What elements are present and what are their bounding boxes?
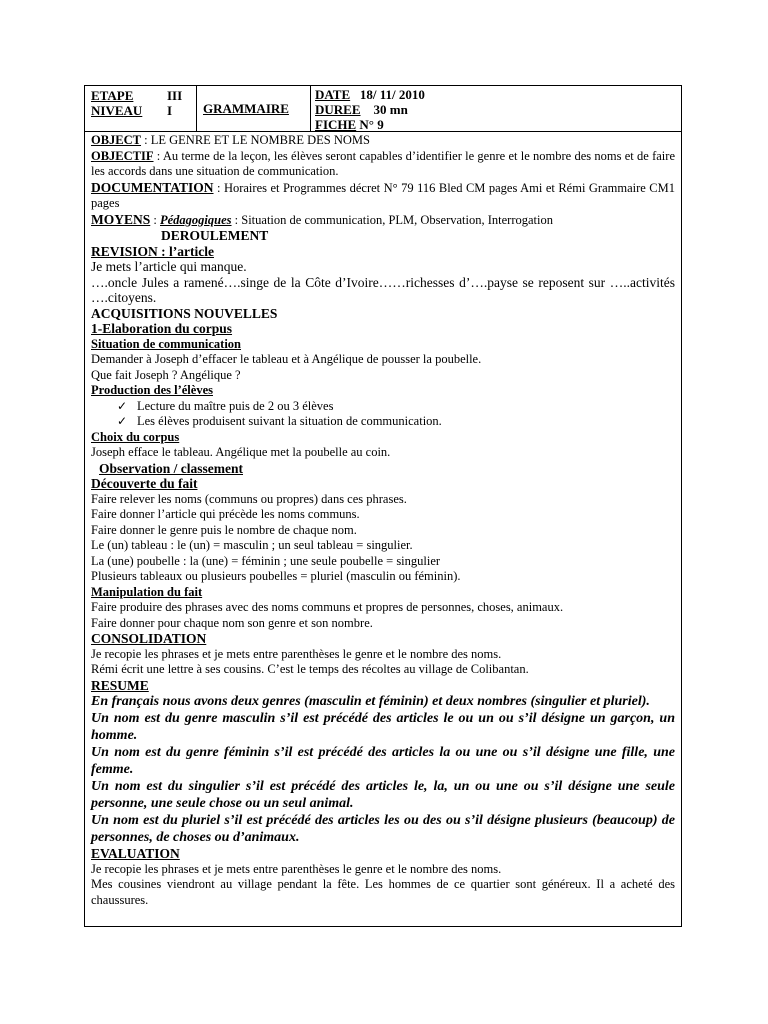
documentation-text: : Horaires et Programmes décret N° 79 116 Bled CM pages Ami et Rémi Grammaire CM1 pages	[91, 180, 675, 210]
evaluation-heading: EVALUATION	[91, 846, 180, 861]
checkmark-icon: ✓	[117, 414, 128, 428]
object-text: : LE GENRE ET LE NOMBRE DES NOMS	[141, 133, 370, 147]
consolidation-line: Rémi écrit une lettre à ses cousins. C’est le temps des récoltes au village de Colibantan.	[91, 662, 529, 676]
revision-heading: REVISION : l’article	[91, 243, 214, 259]
fiche-value: N° 9	[359, 117, 384, 132]
lesson-content	[85, 132, 681, 908]
production-heading: Production des l’élèves	[91, 383, 213, 397]
decouverte-heading: Découverte du fait	[91, 476, 198, 491]
situation-line: Que fait Joseph ? Angélique ?	[91, 367, 241, 382]
moyens-line	[91, 212, 675, 229]
documentation-label: DOCUMENTATION	[91, 179, 214, 195]
manipulation-line: Faire produire des phrases avec des noms communs et propres de personnes, choses, animaux.	[91, 600, 564, 614]
manipulation-line: Faire donner pour chaque nom son genre et son nombre.	[91, 615, 373, 630]
resume-paragraph: Un nom est du genre masculin s’il est précédé des articles le ou un ou s’il désigne un garçon, un homme.	[91, 711, 675, 743]
resume-paragraph: Un nom est du pluriel s’il est précédé des articles les ou des ou s’il désigne plusieurs (beaucoup) de personnes, de choses ou d’animaux.	[91, 813, 675, 845]
elaboration-heading: 1-Elaboration du corpus	[91, 321, 233, 336]
moyens-sep: :	[150, 212, 160, 227]
revision-instruction: Je mets l’article qui manque.	[91, 259, 247, 274]
decouverte-line: Le (un) tableau : le (un) = masculin ; un seul tableau = singulier.	[91, 538, 413, 552]
decouverte-line: La (une) poubelle : la (une) = féminin ; une seule poubelle = singulier	[91, 553, 441, 568]
header-date-cell	[311, 86, 681, 131]
acquisitions-heading: ACQUISITIONS NOUVELLES	[91, 305, 278, 321]
decouverte-line: Plusieurs tableaux ou plusieurs poubelles = pluriel (masculin ou féminin).	[91, 569, 461, 583]
resume-paragraph: En français nous avons deux genres (masculin et féminin) et deux nombres (singulier et pluriel).	[91, 694, 650, 709]
objectif-label: OBJECTIF	[91, 148, 154, 163]
resume-heading: RESUME	[91, 677, 149, 693]
etape-value: III	[167, 88, 183, 103]
objectif-paragraph	[91, 149, 675, 180]
documentation-paragraph	[91, 180, 675, 212]
header-level-cell	[85, 86, 197, 131]
date-label: DATE	[315, 87, 351, 102]
choix-text: Joseph efface le tableau. Angélique met la poubelle au coin.	[91, 445, 391, 459]
production-item: Lecture du maître puis de 2 ou 3 élèves	[137, 398, 334, 413]
manipulation-heading: Manipulation du fait	[91, 584, 203, 599]
resume-paragraph: Un nom est du singulier s’il est précédé des articles le, la, un ou une ou s’il désigne une seule personne, une seule chose ou un seul animal.	[91, 779, 675, 811]
list-item	[91, 399, 675, 415]
consolidation-heading: CONSOLIDATION	[91, 631, 207, 646]
objectif-text: : Au terme de la leçon, les élèves seront capables d’identifier le genre et le nombre des noms et de faire les accords dans une situation de communication.	[91, 148, 675, 178]
situation-line: Demander à Joseph d’effacer le tableau et à Angélique de pousser la poubelle.	[91, 352, 482, 366]
evaluation-text: Mes cousines viendront au village pendant la fête. Les hommes de ce quartier sont généreux. Il a acheté des chaussures.	[91, 877, 675, 907]
niveau-value: I	[167, 103, 173, 118]
lesson-sheet	[84, 85, 682, 927]
object-line	[91, 133, 675, 149]
list-item	[91, 414, 675, 430]
decouverte-line: Faire donner l’article qui précède les noms communs.	[91, 507, 360, 521]
moyens-text: : Situation de communication, PLM, Observation, Interrogation	[231, 212, 554, 227]
duree-value: 30 mn	[373, 102, 408, 117]
niveau-label: NIVEAU	[91, 103, 143, 118]
deroulement-heading: DEROULEMENT	[161, 228, 269, 243]
observation-heading: Observation / classement	[99, 460, 243, 476]
fiche-label: FICHE	[315, 117, 357, 132]
header-subject-cell	[197, 86, 311, 131]
decouverte-line: Faire donner le genre puis le nombre de chaque nom.	[91, 522, 357, 537]
situation-heading: Situation de communication	[91, 336, 242, 351]
pedagogiques-label: Pédagogiques	[160, 212, 232, 227]
resume-paragraph: Un nom est du genre féminin s’il est précédé des articles la ou une ou s’il désigne une fille, une femme.	[91, 745, 675, 777]
date-value: 18/ 11/ 2010	[359, 87, 425, 102]
evaluation-instruction: Je recopie les phrases et je mets entre parenthèses le genre et le nombre des noms.	[91, 861, 502, 876]
moyens-label: MOYENS	[91, 211, 151, 227]
duree-label: DUREE	[315, 102, 361, 117]
object-label: OBJECT	[91, 133, 142, 147]
etape-label: ETAPE	[91, 88, 134, 103]
checkmark-icon: ✓	[117, 398, 128, 413]
decouverte-line: Faire relever les noms (communs ou propres) dans ces phrases.	[91, 491, 407, 506]
subject-title: GRAMMAIRE	[203, 101, 289, 116]
header-table	[85, 86, 681, 132]
production-item: Les élèves produisent suivant la situation de communication.	[137, 414, 442, 428]
choix-heading: Choix du corpus	[91, 429, 180, 444]
revision-exercise: ….oncle Jules a ramené….singe de la Côte d’Ivoire……richesses d’….payse se reposent sur …..activités ….citoyens.	[91, 274, 675, 305]
consolidation-line: Je recopie les phrases et je mets entre parenthèses le genre et le nombre des noms.	[91, 646, 502, 661]
